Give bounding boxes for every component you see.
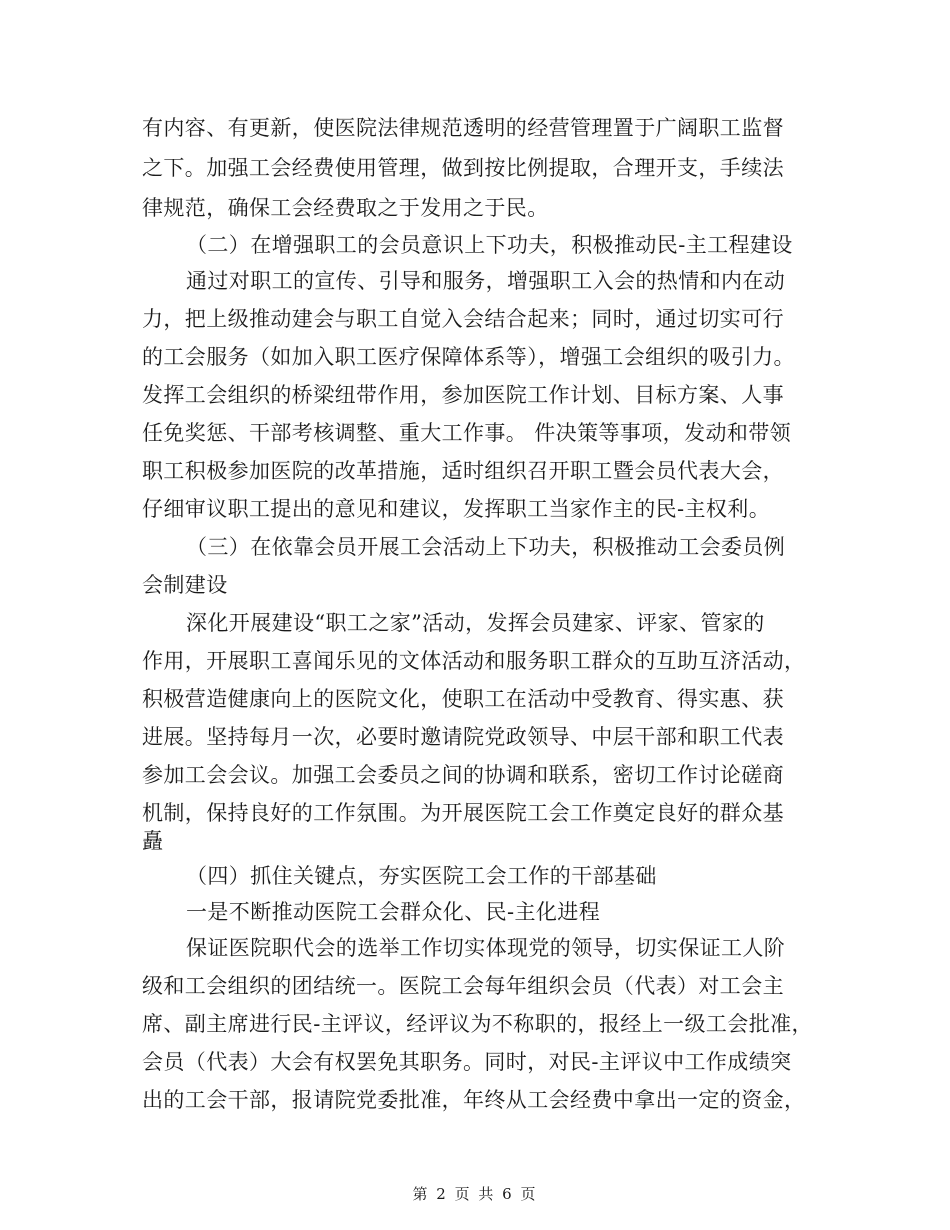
text-line: 出的工会干部，报请院党委批准，年终从工会经费中拿出一定的资金， [142,1088,806,1112]
text-line: 之下。加强工会经费使用管理，做到按比例提取，合理开支，手续法 [142,156,784,180]
text-line: 职工积极参加医院的改革措施，适时组织召开职工暨会员代表大会， [142,459,784,483]
text-line: 机制，保持良好的工作氛围。为开展医院工会工作奠定良好的群众基 [142,801,784,825]
text-line: 进展。坚持每月一次，必要时邀请院党政领导、中层干部和职工代表 [142,725,784,749]
text-line: 通过对职工的宣传、引导和服务，增强职工入会的热情和内在动 [186,269,786,293]
text-line: 仔细审议职工提出的意见和建议，发挥职工当家作主的民-主权利。 [142,497,771,521]
section-heading: 会制建设 [142,573,228,597]
text-line: 会员（代表）大会有权罢免其职务。同时，对民-主评议中工作成绩突 [142,1050,792,1074]
subsection-heading: 一是不断推动医院工会群众化、民-主化进程 [186,900,601,924]
text-line: 任免奖惩、干部考核调整、重大工作事。 件决策等事项，发动和带领 [142,421,792,445]
text-line: 发挥工会组织的桥梁纽带作用，参加医院工作计划、目标方案、人事 [142,383,784,407]
text-line: 保证医院职代会的选举工作切实体现党的领导，切实保证工人阶 [186,936,786,960]
section-heading: （二）在增强职工的会员意识上下功夫，积极推动民-主工程建设 [186,233,793,257]
text-line: 席、副主席进行民-主评议，经评议为不称职的，报经上一级工会批准， [142,1012,813,1036]
text-line: 深化开展建设“职工之家”活动，发挥会员建家、评家、管家的 [186,611,765,635]
text-line: 积极营造健康向上的医院文化，使职工在活动中受教育、得实惠、获 [142,687,784,711]
section-heading: （四）抓住关键点，夯实医院工会工作的干部基础 [186,864,657,888]
text-line: 矗 [142,829,164,853]
text-line: 律规范，确保工会经费取之于发用之于民。 [142,196,549,220]
section-heading: （三）在依靠会员开展工会活动上下功夫，积极推动工会委员例 [186,535,786,559]
text-line: 作用，开展职工喜闻乐见的文体活动和服务职工群众的互助互济活动， [142,649,806,673]
text-line: 有内容、有更新，使医院法律规范透明的经营管理置于广阔职工监督 [142,116,784,140]
text-line: 力，把上级推动建会与职工自觉入会结合起来；同时，通过切实可行 [142,307,784,331]
text-line: 的工会服务（如加入职工医疗保障体系等），增强工会组织的吸引力。 [142,345,795,369]
text-line: 级和工会组织的团结统一。医院工会每年组织会员（代表）对工会主 [142,974,784,998]
page-number-footer: 第 2 页 共 6 页 [412,1185,538,1203]
text-line: 参加工会会议。加强工会委员之间的协调和联系，密切工作讨论磋商 [142,763,784,787]
